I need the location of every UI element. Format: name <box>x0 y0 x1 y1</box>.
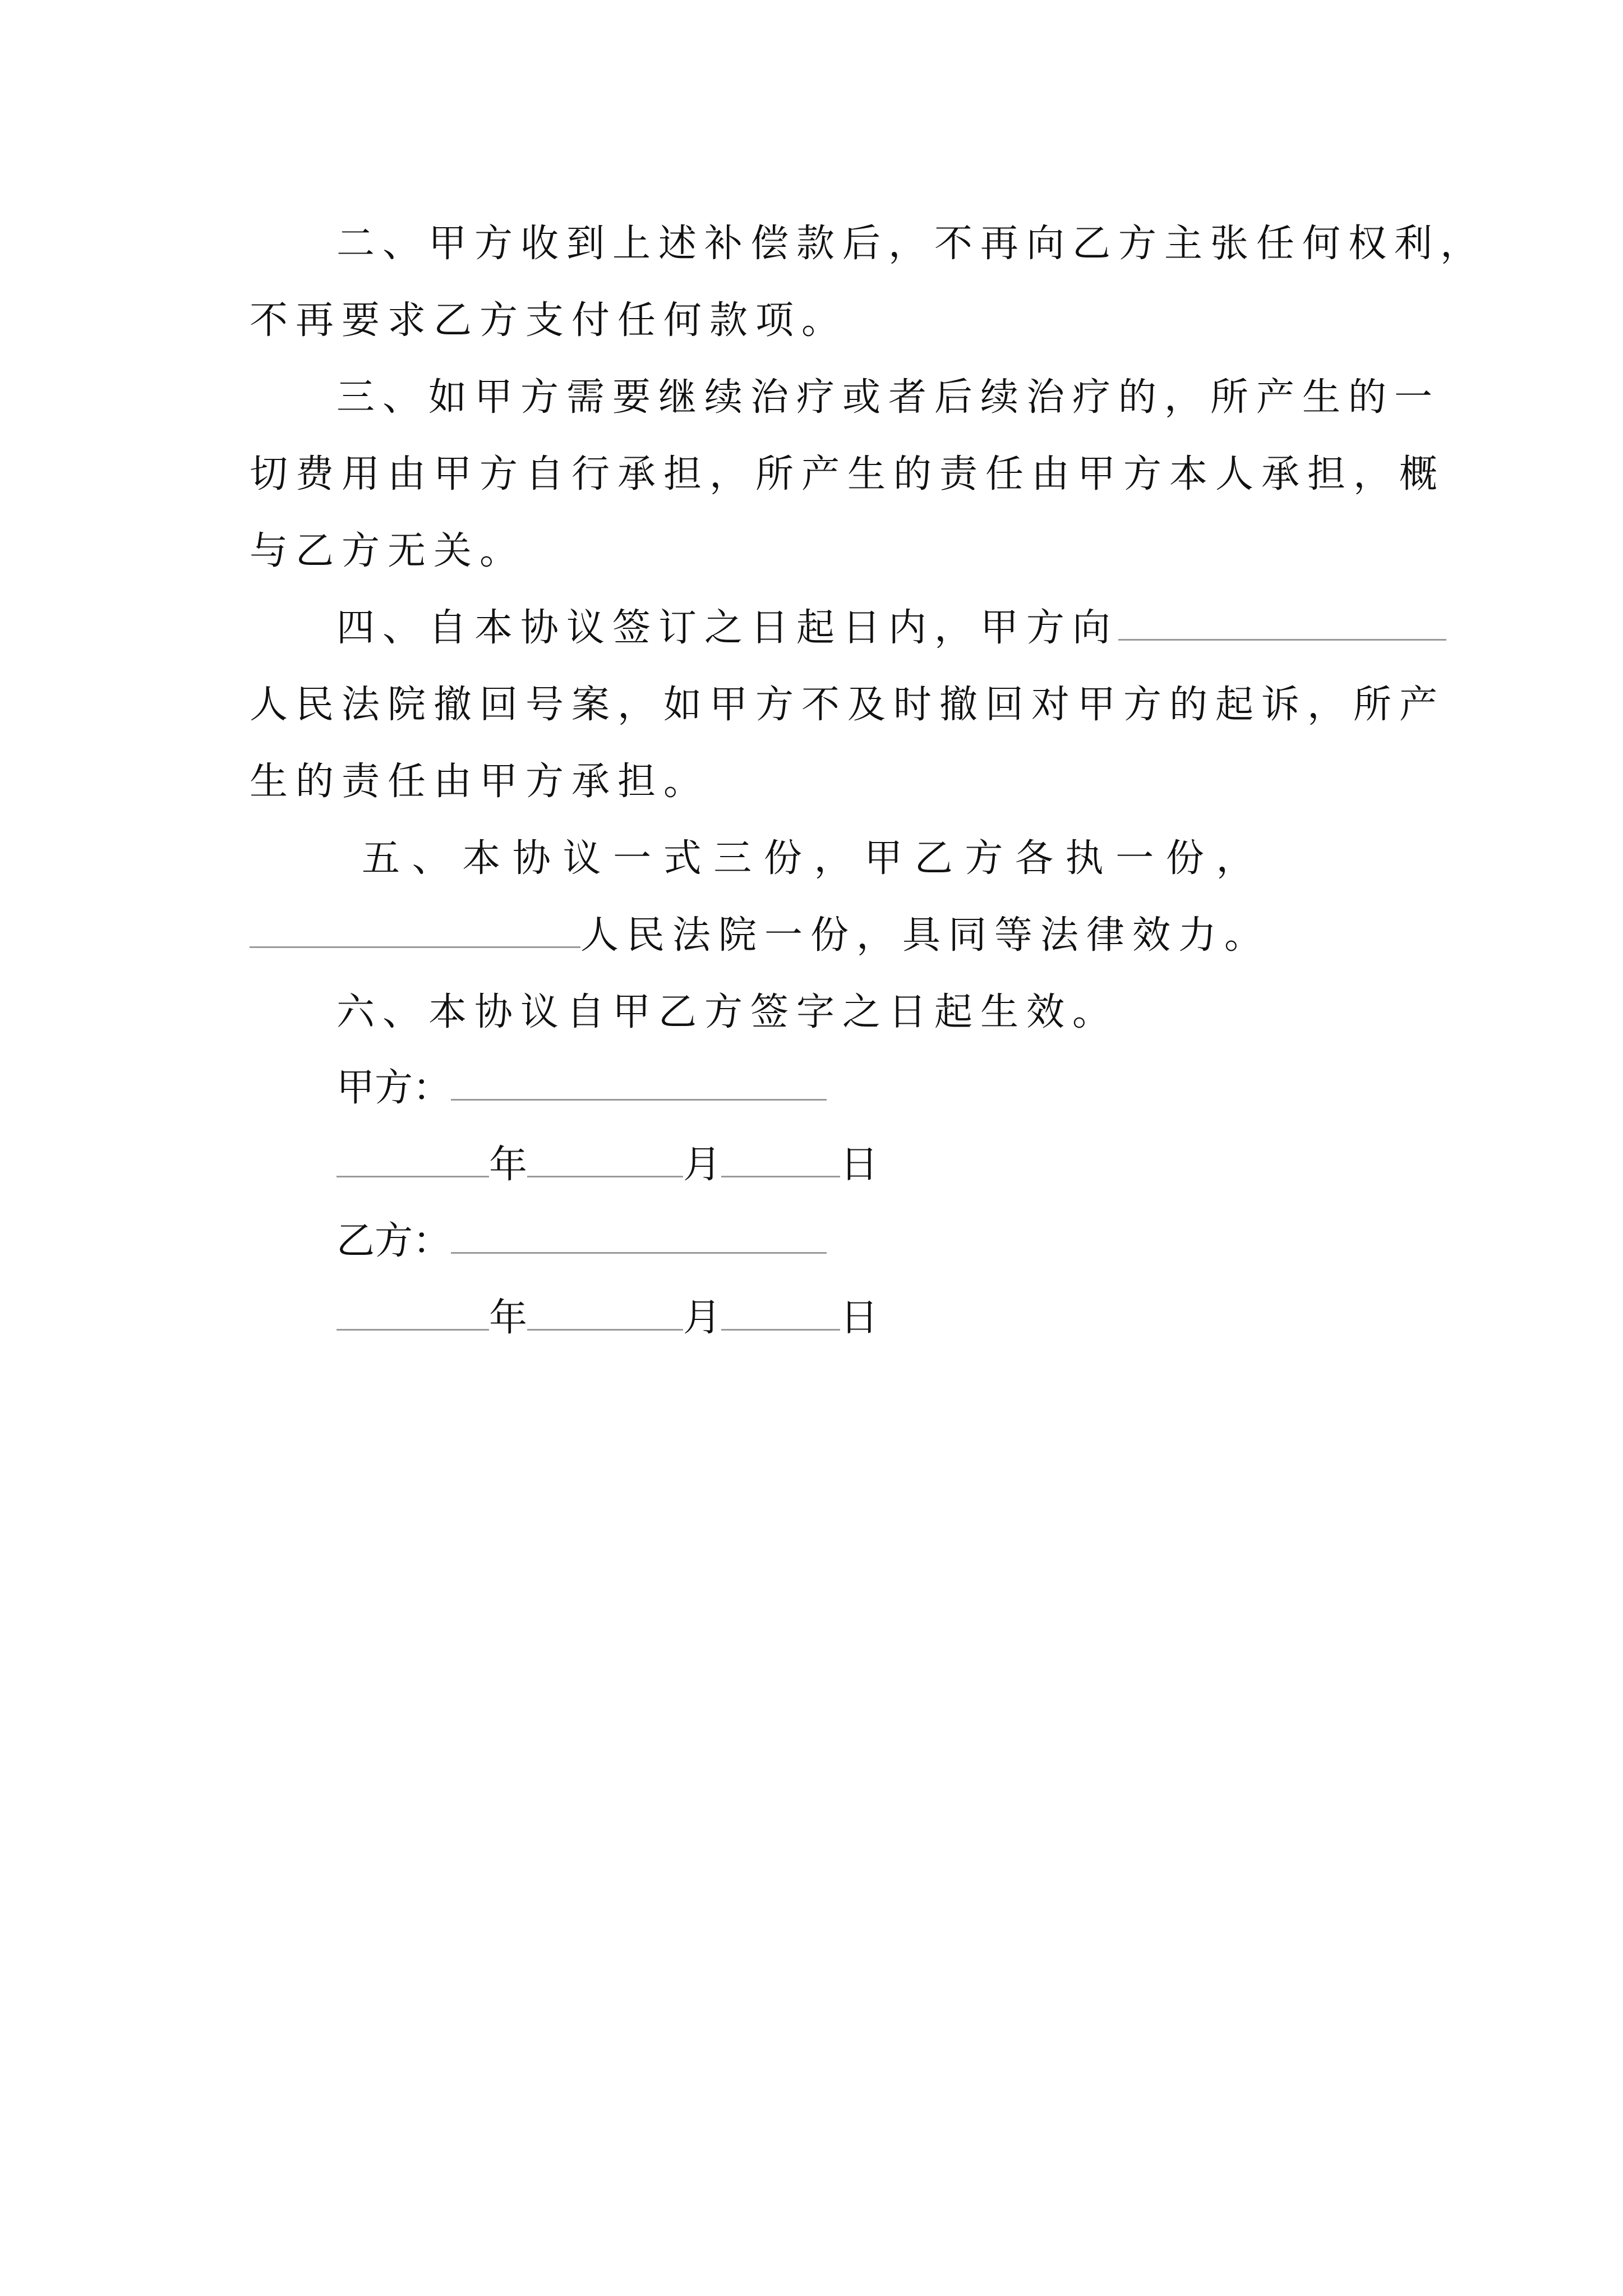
party-b-signature-line <box>336 1213 827 1269</box>
party-a-signature-line <box>336 1060 827 1116</box>
para3-line2: 切费用由甲方自行承担，所产生的责任由甲方本人承担，概 <box>250 452 1446 496</box>
para3-line3: 与乙方无关。 <box>250 529 526 573</box>
year-label: 年 <box>489 1296 528 1340</box>
year-label: 年 <box>489 1143 528 1187</box>
party-a-label: 甲方： <box>336 1066 451 1110</box>
party-a-month-blank[interactable] <box>527 1141 683 1177</box>
para2-line1: 二、甲方收到上述补偿款后，不再向乙方主张任何权利， <box>336 222 1487 266</box>
party-a-day-blank[interactable] <box>721 1141 840 1177</box>
para4-line1 <box>336 600 1446 656</box>
party-a-signature-blank[interactable] <box>451 1064 827 1101</box>
court-name-blank[interactable] <box>1118 604 1446 641</box>
day-label: 日 <box>840 1143 879 1187</box>
party-a-date-line <box>336 1137 878 1193</box>
month-label: 月 <box>683 1143 722 1187</box>
para3-line1: 三、如甲方需要继续治疗或者后续治疗的，所产生的一 <box>336 375 1441 420</box>
para4-line1-text: 四、自本协议签订之日起日内，甲方向 <box>336 606 1119 650</box>
party-b-day-blank[interactable] <box>721 1294 840 1331</box>
party-b-label: 乙方： <box>336 1219 451 1263</box>
party-b-date-line <box>336 1290 878 1346</box>
court-name-blank-2[interactable] <box>250 912 580 948</box>
para5-line2-text: 人民法院一份，具同等法律效力。 <box>580 913 1271 958</box>
para4-line3: 生的责任由甲方承担。 <box>250 760 710 804</box>
party-b-month-blank[interactable] <box>527 1294 683 1331</box>
para6: 六、本协议自甲乙方签字之日起生效。 <box>336 990 1119 1034</box>
month-label: 月 <box>683 1296 722 1340</box>
para2-line2: 不再要求乙方支付任何款项。 <box>250 298 848 343</box>
para5-line2 <box>250 908 1270 964</box>
party-b-year-blank[interactable] <box>336 1294 489 1331</box>
day-label: 日 <box>840 1296 879 1340</box>
para4-line2: 人民法院撤回号案，如甲方不及时撤回对甲方的起诉，所产 <box>250 683 1446 727</box>
para5-line1: 五 、 本 协 议 一 式 三 份 ， 甲 乙 方 各 执 一 份 ， <box>362 836 1255 881</box>
party-b-signature-blank[interactable] <box>451 1217 827 1254</box>
party-a-year-blank[interactable] <box>336 1141 489 1177</box>
